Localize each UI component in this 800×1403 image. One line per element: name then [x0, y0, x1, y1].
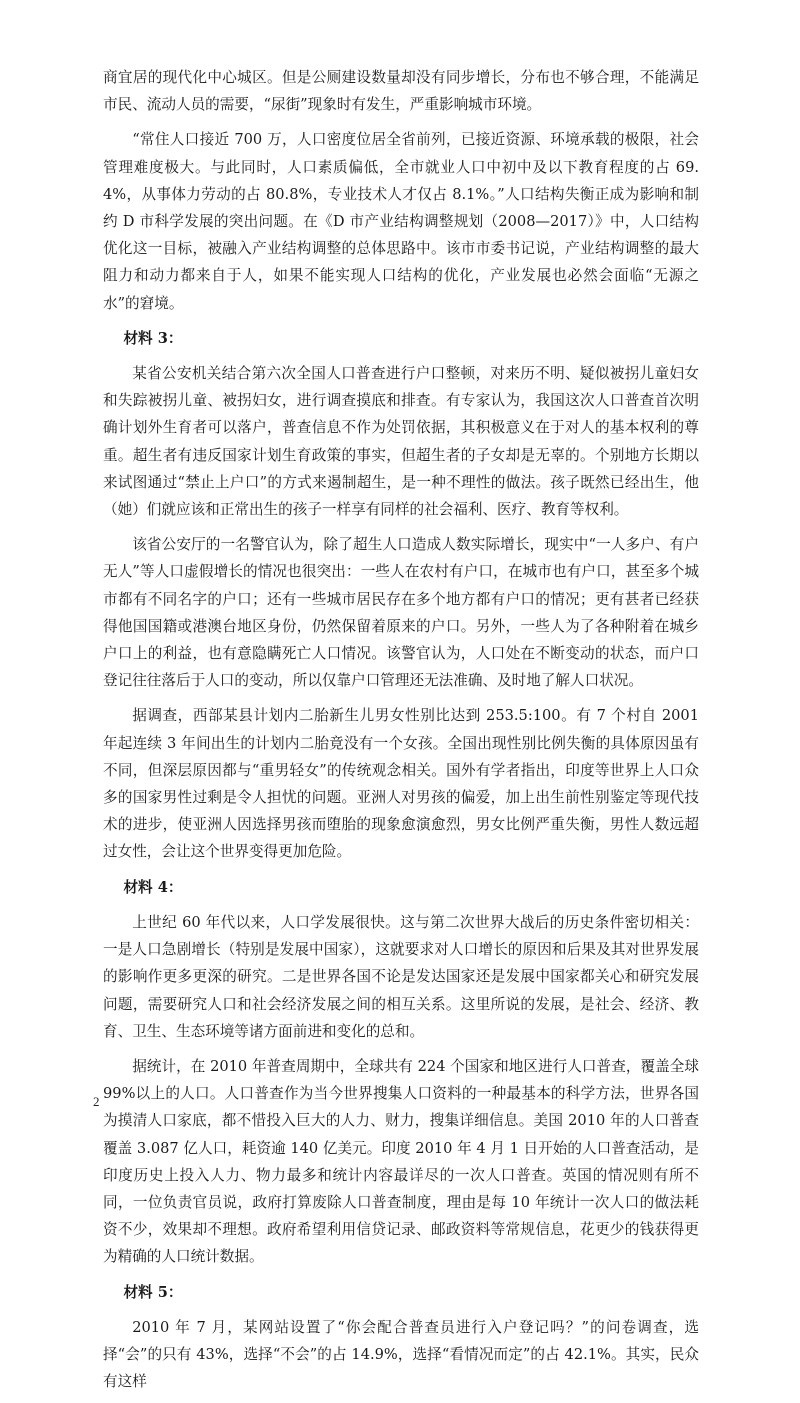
paragraph-demography-development: 上世纪 60 年代以来，人口学发展很快。这与第二次世界大战后的历史条件密切相关：一是人口急剧增长（特别是发展中国家），这就要求对人口增长的原因和后果及其对世界发展的影响作更多更深的研究。二是世界各国不论是发达国家还是发展中国家都关心和研究发展问题，需要研究人口和社会经济发展之间的相互关系。这里所说的发展，是社会、经济、教育、卫生、生态环境等诸方面前进和变化的总和。: [103, 913, 699, 1040]
paragraph-sex-ratio: 据调查，西部某县计划内二胎新生儿男女性别比达到 253.5:100。有 7 个村自 2001 年起连续 3 年间出生的计划内二胎竟没有一个女孩。全国出现性别比例失衡的具体原因虽有不同，但深层原因都与“重男轻女”的传统观念相关。国外有学者指出，印度等世界上人口众多的国家男性过剩是令人担忧的问题。亚洲人对男孩的偏爱，加上出生前性别鉴定等现代技术的进步，使亚洲人因选择男孩而堕胎的现象愈演愈烈，男女比例严重失衡，男性人数远超过女性，会让这个世界变得更加危险。: [103, 707, 699, 861]
document-body: [103, 64, 699, 1403]
paragraph-population-structure: “常住人口接近 700 万，人口密度位居全省前列，已接近资源、环境承载的极限，社会管理难度极大。与此同时，人口素质偏低，全市就业人口中初中及以下教育程度的占 69.4%，从事体力劳动的占 80.8%，专业技术人才仅占 8.1%。”人口结构失衡正成为影响和制约 D 市科学发展的突出问题。在《D 市产业结构调整规划（2008—2017）》中，人口结构优化这一目标，被融入产业结构调整的总体思路中。该市市委书记说，产业结构调整的最大阻力和动力都来自于人，如果不能实现人口结构的优化，产业发展也必然会面临“无源之水”的窘境。: [103, 131, 699, 312]
paragraph-survey-results: 2010 年 7 月，某网站设置了“你会配合普查员进行入户登记吗？”的问卷调查，选择“会”的只有 43%，选择“不会”的占 14.9%，选择“看情况而定”的占 42.1%。其实，民众有这样: [103, 1318, 699, 1391]
section-heading-material-5: 材料 5：: [123, 1283, 183, 1301]
page-number: 2: [93, 1094, 100, 1109]
section-heading-material-4: 材料 4：: [123, 878, 183, 896]
paragraph-household-registration: 某省公安机关结合第六次全国人口普查进行户口整顿，对来历不明、疑似被拐儿童妇女和失踪被拐儿童、被拐妇女，进行调查摸底和排查。有专家认为，我国这次人口普查首次明确计划外生育者可以落户，普查信息不作为处罚依据，其积极意义在于对人的基本权利的尊重。超生者有违反国家计划生育政策的事实，但超生者的子女却是无辜的。个别地方长期以来试图通过“禁止上户口”的方式来遏制超生，是一种不理性的做法。孩子既然已经出生，他（她）们就应该和正常出生的孩子一样享有同样的社会福利、医疗、教育等权利。: [103, 365, 699, 519]
paragraph-census-statistics: 据统计，在 2010 年普查周期中，全球共有 224 个国家和地区进行人口普查，覆盖全球 99%以上的人口。人口普查作为当今世界搜集人口资料的一种最基本的科学方法，世界各国为摸清人口家底，都不惜投入巨大的人力、财力，搜集详细信息。美国 2010 年的人口普查覆盖 3.087 亿人口，耗资逾 140 亿美元。印度 2010 年 4 月 1 日开始的人口普查活动，是印度历史上投入人力、物力最多和统计内容最详尽的一次人口普查。英国的情况则有所不同，一位负责官员说，政府打算废除人口普查制度，理由是每 10 年统计一次人口的做法耗资不少，效果却不理想。政府希望利用信贷记录、邮政资料等常规信息，花更少的钱获得更为精确的人口统计数据。: [103, 1057, 699, 1266]
paragraph-police-officer-view: 该省公安厅的一名警官认为，除了超生人口造成人数实际增长，现实中“一人多户、有户无人”等人口虚假增长的情况也很突出：一些人在农村有户口，在城市也有户口，甚至多个城市都有不同名字的户口；还有一些城市居民存在多个地方都有户口的情况；更有甚者已经获得他国国籍或港澳台地区身份，仍然保留着原来的户口。另外，一些人为了各种附着在城乡户口上的利益，也有意隐瞒死亡人口情况。该警官认为，人口处在不断变动的状态，而户口登记往往落后于人口的变动，所以仅靠户口管理还无法准确、及时地了解人口状况。: [103, 536, 699, 690]
paragraph-continuation: 商宜居的现代化中心城区。但是公厕建设数量却没有同步增长，分布也不够合理，不能满足市民、流动人员的需要，“尿街”现象时有发生，严重影响城市环境。: [103, 69, 699, 114]
section-heading-material-3: 材料 3：: [123, 329, 183, 347]
